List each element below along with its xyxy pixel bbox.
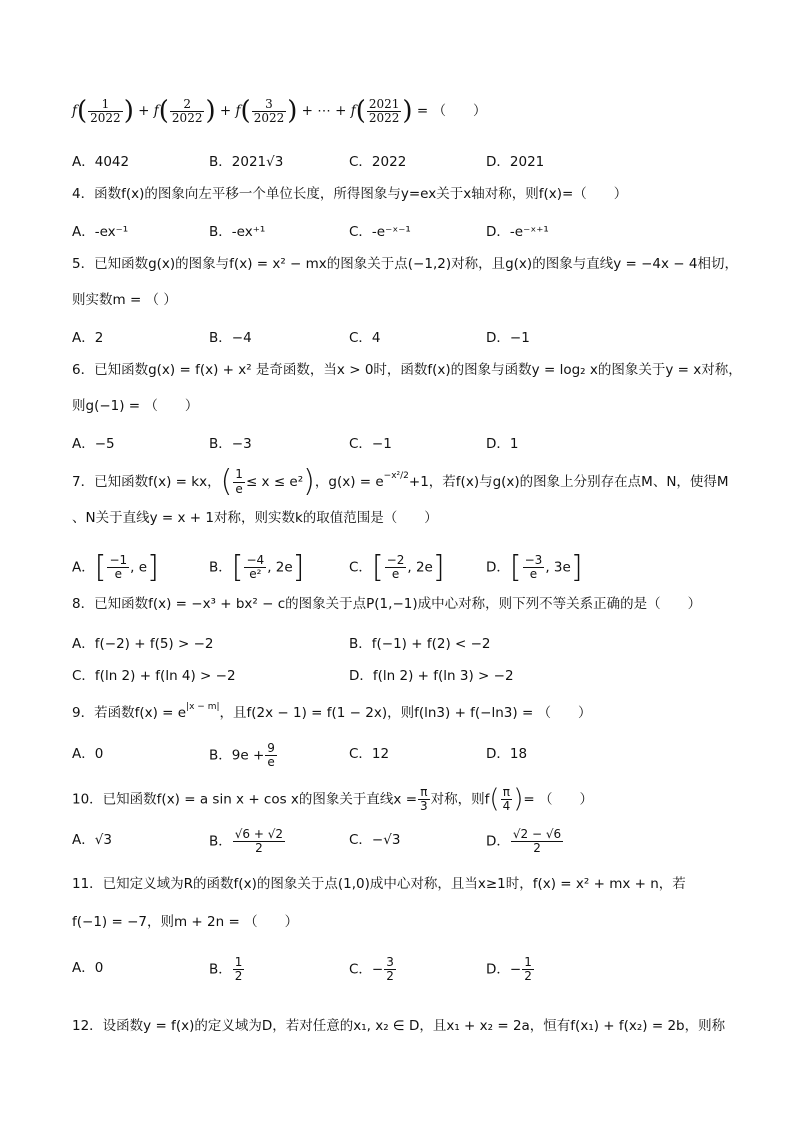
q11-stem-line1: 11．已知定义域为R的函数f(x)的图象关于点(1,0)成中心对称，且当x≥1时，f(x) = x² + mx + n，若	[72, 876, 686, 892]
frac-2-2022: $\frac{2}{2022}$	[171, 96, 203, 126]
q4-stem: 4．函数f(x)的图象向左平移一个单位长度，所得图象与y=ex关于x轴对称，则f(x)=（ ）	[72, 186, 628, 202]
q3-option-d[interactable]: D．2021	[486, 154, 545, 170]
frac-1-2022: $\frac{1}{2022}$	[90, 96, 121, 126]
q3-option-a[interactable]: A．4042	[72, 154, 130, 170]
q4-option-a[interactable]: A．-ex⁻¹	[72, 224, 129, 240]
q11-option-b[interactable]: B． $\frac{1}{2}$	[209, 955, 243, 984]
q6-option-d[interactable]: D．1	[486, 436, 519, 452]
q5-stem-line2: 则实数m = （ ）	[72, 292, 177, 308]
q9-options	[72, 741, 712, 770]
q10-option-b[interactable]: B． $\frac{√6 + √2}{2}$	[209, 827, 284, 856]
q6-option-b[interactable]: B．−3	[209, 436, 252, 452]
q11-option-a[interactable]: A．0	[72, 960, 104, 976]
q5-option-a[interactable]: A．2	[72, 330, 104, 346]
q8-option-b[interactable]: B．f(−1) + f(2) < −2	[349, 636, 491, 652]
q6-option-c[interactable]: C．−1	[349, 436, 392, 452]
q6-option-a[interactable]: A．−5	[72, 436, 115, 452]
q9-stem: 9．若函数$f(x) = e^{|x - m|}$，且f(2x − 1) = f(1 − 2x)，则f(ln3) + f(−ln3) = （ ）	[72, 702, 592, 721]
q6-stem-line1: 6．已知函数g(x) = f(x) + x² 是奇函数，当x > 0时，函数f(x)的图象与函数y = log₂ x的图象关于y = x对称，	[72, 362, 742, 378]
q3-stem-tail: = （ ）	[416, 103, 487, 120]
q6-stem-line2: 则g(−1) = （ ）	[72, 398, 199, 414]
q4-option-b[interactable]: B．-ex⁺¹	[209, 224, 266, 240]
q8-options-row2	[72, 664, 712, 684]
q11-options	[72, 955, 712, 984]
q8-option-d[interactable]: D．f(ln 2) + f(ln 3) > −2	[349, 668, 514, 684]
q8-options-row1	[72, 632, 712, 652]
q7-option-c[interactable]: C．[ $\frac{-2}{e}$ , 2e]	[349, 550, 445, 585]
q12-stem: 12．设函数y = f(x)的定义域为D，若对任意的x₁, x₂ ∈ D，且x₁ + x₂ = 2a，恒有f(x₁) + f(x₂) = 2b，则称	[72, 1018, 726, 1034]
q10-option-c[interactable]: C．−√3	[349, 832, 401, 848]
q3-option-c[interactable]: C．2022	[349, 154, 407, 170]
q6-options	[72, 432, 712, 452]
q10-option-a[interactable]: A．√3	[72, 832, 112, 848]
q7-range-frac: $\frac{1}{e}$	[235, 467, 243, 496]
q9-option-d[interactable]: D．18	[486, 746, 528, 762]
q10-options	[72, 827, 712, 856]
frac-2021-2022: $\frac{2021}{2022}$	[368, 96, 400, 126]
q4-options	[72, 220, 712, 240]
q3-option-b[interactable]: B．2021√3	[209, 154, 284, 170]
q5-stem-line1: 5．已知函数g(x)的图象与f(x) = x² − mx的图象关于点(−1,2)对称，且g(x)的图象与直线y = −4x − 4相切，	[72, 256, 738, 272]
q8-option-c[interactable]: C．f(ln 2) + f(ln 4) > −2	[72, 668, 236, 684]
q5-option-c[interactable]: C．4	[349, 330, 381, 346]
q7-option-a[interactable]: A．[ $\frac{-1}{e}$ , e]	[72, 550, 159, 585]
q7-option-b[interactable]: B．[ $\frac{-4}{\text{e²}}$ , 2e]	[209, 550, 305, 585]
q4-option-d[interactable]: D．-e⁻ˣ⁺¹	[486, 224, 549, 240]
q7-exponent: −x²/2	[383, 471, 409, 481]
q5-options	[72, 326, 712, 346]
q5-option-b[interactable]: B．−4	[209, 330, 252, 346]
q11-stem-line2: f(−1) = −7，则m + 2n = （ ）	[72, 914, 299, 930]
q3-sum-line: f( $\frac{1}{2022}$ ) + f( $\frac{2}{2022}$ ) + f( $\frac{3}{2022}$ ) + ⋯ + f( $\frac{2021}{2022}$ ) = （ ）	[72, 96, 487, 126]
q7-stem-line2: 、N关于直线y = x + 1对称，则实数k的取值范围是（ ）	[72, 510, 438, 526]
q9-option-b[interactable]: B．9e + $\frac{9}{e}$	[209, 741, 275, 770]
q4-option-c[interactable]: C．-e⁻ˣ⁻¹	[349, 224, 411, 240]
q9-exponent: |x − m|	[186, 702, 220, 712]
q11-option-c[interactable]: C．− $\frac{3}{2}$	[349, 955, 394, 984]
q7-option-d[interactable]: D．[ $\frac{-3}{e}$ , 3e]	[486, 550, 583, 585]
q10-option-d[interactable]: D． $\frac{√2 - √6}{2}$	[486, 827, 562, 856]
frac-3-2022: $\frac{3}{2022}$	[253, 96, 285, 126]
q8-option-a[interactable]: A．f(−2) + f(5) > −2	[72, 636, 214, 652]
q3-options	[72, 150, 712, 170]
q8-stem: 8．已知函数f(x) = −x³ + bx² − c的图象关于点P(1,−1)成中心对称，则下列不等关系正确的是（ ）	[72, 596, 702, 612]
q7-options	[72, 550, 712, 585]
q11-option-d[interactable]: D．− $\frac{1}{2}$	[486, 955, 532, 984]
q9-option-a[interactable]: A．0	[72, 746, 104, 762]
q7-stem-line1: 7．已知函数f(x) = kx，( $\frac{1}{e}$ ≤ x ≤ e²)，$g(x) = e^{-x^2/2}+1$，若f(x)与g(x)的图象上分别存在点M、N，使得M	[72, 464, 729, 499]
q9-option-c[interactable]: C．12	[349, 746, 390, 762]
q5-option-d[interactable]: D．−1	[486, 330, 530, 346]
q10-stem: 10．已知函数f(x) = a sin x + cos x的图象关于直线x = $\frac{\pi}{3}$ 对称，则f( $\frac{\pi}{4}$ )= （ ）	[72, 784, 593, 814]
